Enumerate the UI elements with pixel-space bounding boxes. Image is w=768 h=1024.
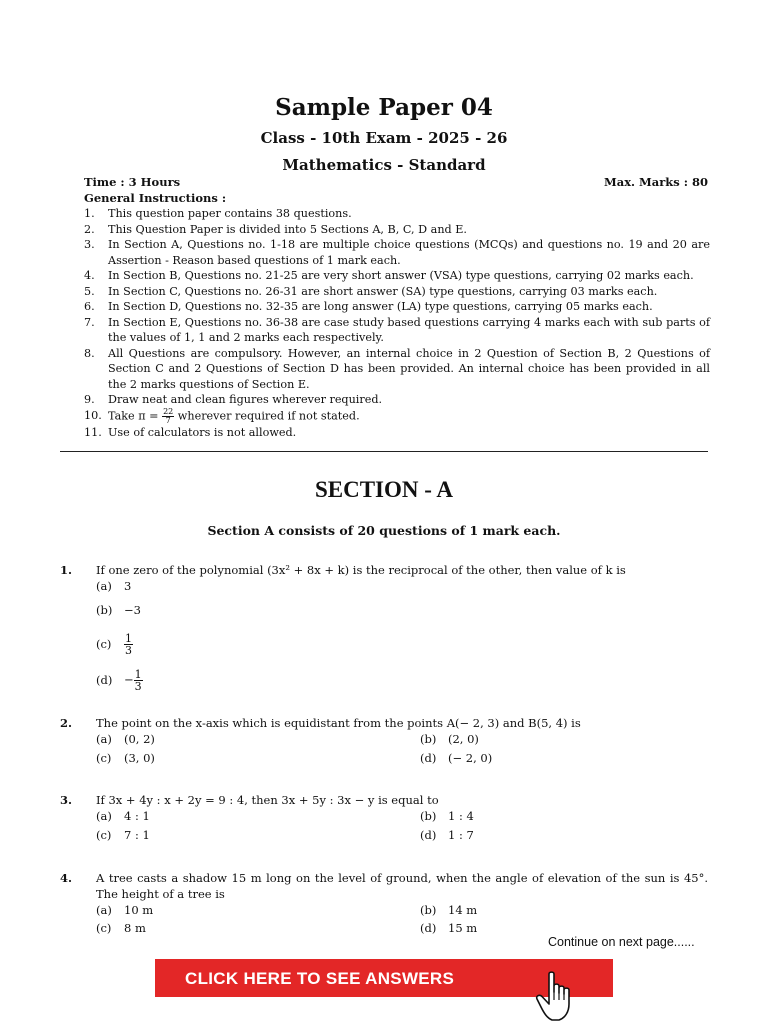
paper-title: Sample Paper 04 — [275, 94, 493, 121]
instruction-item: 7. In Section E, Questions no. 36-38 are case study based questions carrying 4 marks each with sub parts of the values of 1, 1 and 2 marks each respectively. — [84, 315, 710, 344]
class-exam-line: Class - 10th Exam - 2025 - 26 — [260, 129, 508, 147]
general-instructions-heading: General Instructions : — [84, 191, 227, 205]
section-title: SECTION - A — [314, 477, 454, 502]
question-text: If 3x + 4y : x + 2y = 9 : 4, then 3x + 5y : 3x − y is equal to — [96, 793, 439, 807]
fraction: $\frac{1}{3}$ — [134, 668, 142, 693]
fraction: $\frac{1}{3}$ — [125, 632, 132, 657]
question-text: A tree casts a shadow 15 m long on the level of ground, when the angle of elevation of the sun is 45°. The height of a tree is — [96, 871, 708, 901]
option-c: (c) $\frac{1}{3}$ — [96, 632, 132, 657]
option-b: (b) −3 — [96, 603, 141, 617]
instruction-item: 11. Use of calculators is not allowed. — [84, 425, 297, 439]
option-d: (d) − $\frac{1}{3}$ — [96, 668, 142, 693]
subject-line: Mathematics - Standard — [282, 156, 486, 174]
option-d: (d) 15 m — [420, 921, 478, 935]
question-text: If one zero of the polynomial (3x² + 8x + k) is the reciprocal of the other, then value of k is — [96, 563, 626, 577]
instruction-item: 1. This question paper contains 38 questions. — [84, 207, 352, 220]
option-a: (a) 4 : 1 — [96, 809, 150, 823]
pi-fraction: $\frac{22}{7}$ — [163, 406, 174, 425]
max-marks-label: Max. Marks : 80 — [604, 175, 708, 189]
option-a: (a) 3 — [96, 579, 132, 593]
section-divider — [60, 451, 708, 452]
question-number: 1. — [60, 563, 73, 577]
pointing-hand-icon[interactable] — [535, 970, 581, 1024]
option-b: (b) 1 : 4 — [420, 809, 474, 823]
section-note: Section A consists of 20 questions of 1 mark each. — [207, 523, 561, 538]
instruction-item: 6. In Section D, Questions no. 32-35 are long answer (LA) type questions, carrying 05 marks each. — [84, 300, 653, 313]
instruction-item: 8. All Questions are compulsory. However, an internal choice in 2 Question of Section B, 2 Questions of Section C and 2 Questions of Section D has been provided. An internal choice has been provided in all the 2 marks questions of Section E. — [84, 346, 710, 391]
option-d: (d) 1 : 7 — [420, 828, 474, 842]
instruction-item: 2. This Question Paper is divided into 5 Sections A, B, C, D and E. — [84, 222, 467, 236]
option-b: (b) (2, 0) — [420, 732, 479, 746]
instruction-item: 4. In Section B, Questions no. 21-25 are very short answer (VSA) type questions, carrying 02 marks each. — [84, 269, 694, 282]
instruction-item: 9. Draw neat and clean figures wherever required. — [84, 393, 383, 406]
option-d: (d) (− 2, 0) — [420, 751, 493, 765]
option-c: (c) (3, 0) — [96, 751, 155, 765]
instructions-list — [84, 206, 710, 440]
instruction-item: 3. In Section A, Questions no. 1-18 are multiple choice questions (MCQs) and questions no. 19 and 20 are Assertion - Reason based questions of 1 mark each. — [84, 238, 710, 267]
question-number: 2. — [60, 716, 73, 730]
option-b: (b) 14 m — [420, 903, 478, 917]
question-number: 4. — [60, 871, 73, 885]
option-a: (a) (0, 2) — [96, 732, 155, 746]
instruction-item: 10. Take π = $\frac{22}{7}$ wherever required if not stated. — [84, 406, 360, 425]
time-label: Time : 3 Hours — [84, 175, 181, 189]
see-answers-label: CLICK HERE TO SEE ANSWERS — [185, 969, 455, 988]
continue-note: Continue on next page...... — [548, 935, 695, 949]
question-number: 3. — [60, 793, 73, 807]
option-c: (c) 7 : 1 — [96, 828, 150, 842]
time-marks-row — [84, 175, 708, 189]
option-c: (c) 8 m — [96, 921, 146, 935]
option-a: (a) 10 m — [96, 903, 154, 917]
question-text: The point on the x-axis which is equidistant from the points A(− 2, 3) and B(5, 4) is — [96, 716, 581, 730]
instruction-item: 5. In Section C, Questions no. 26-31 are short answer (SA) type questions, carrying 03 marks each. — [84, 284, 658, 298]
